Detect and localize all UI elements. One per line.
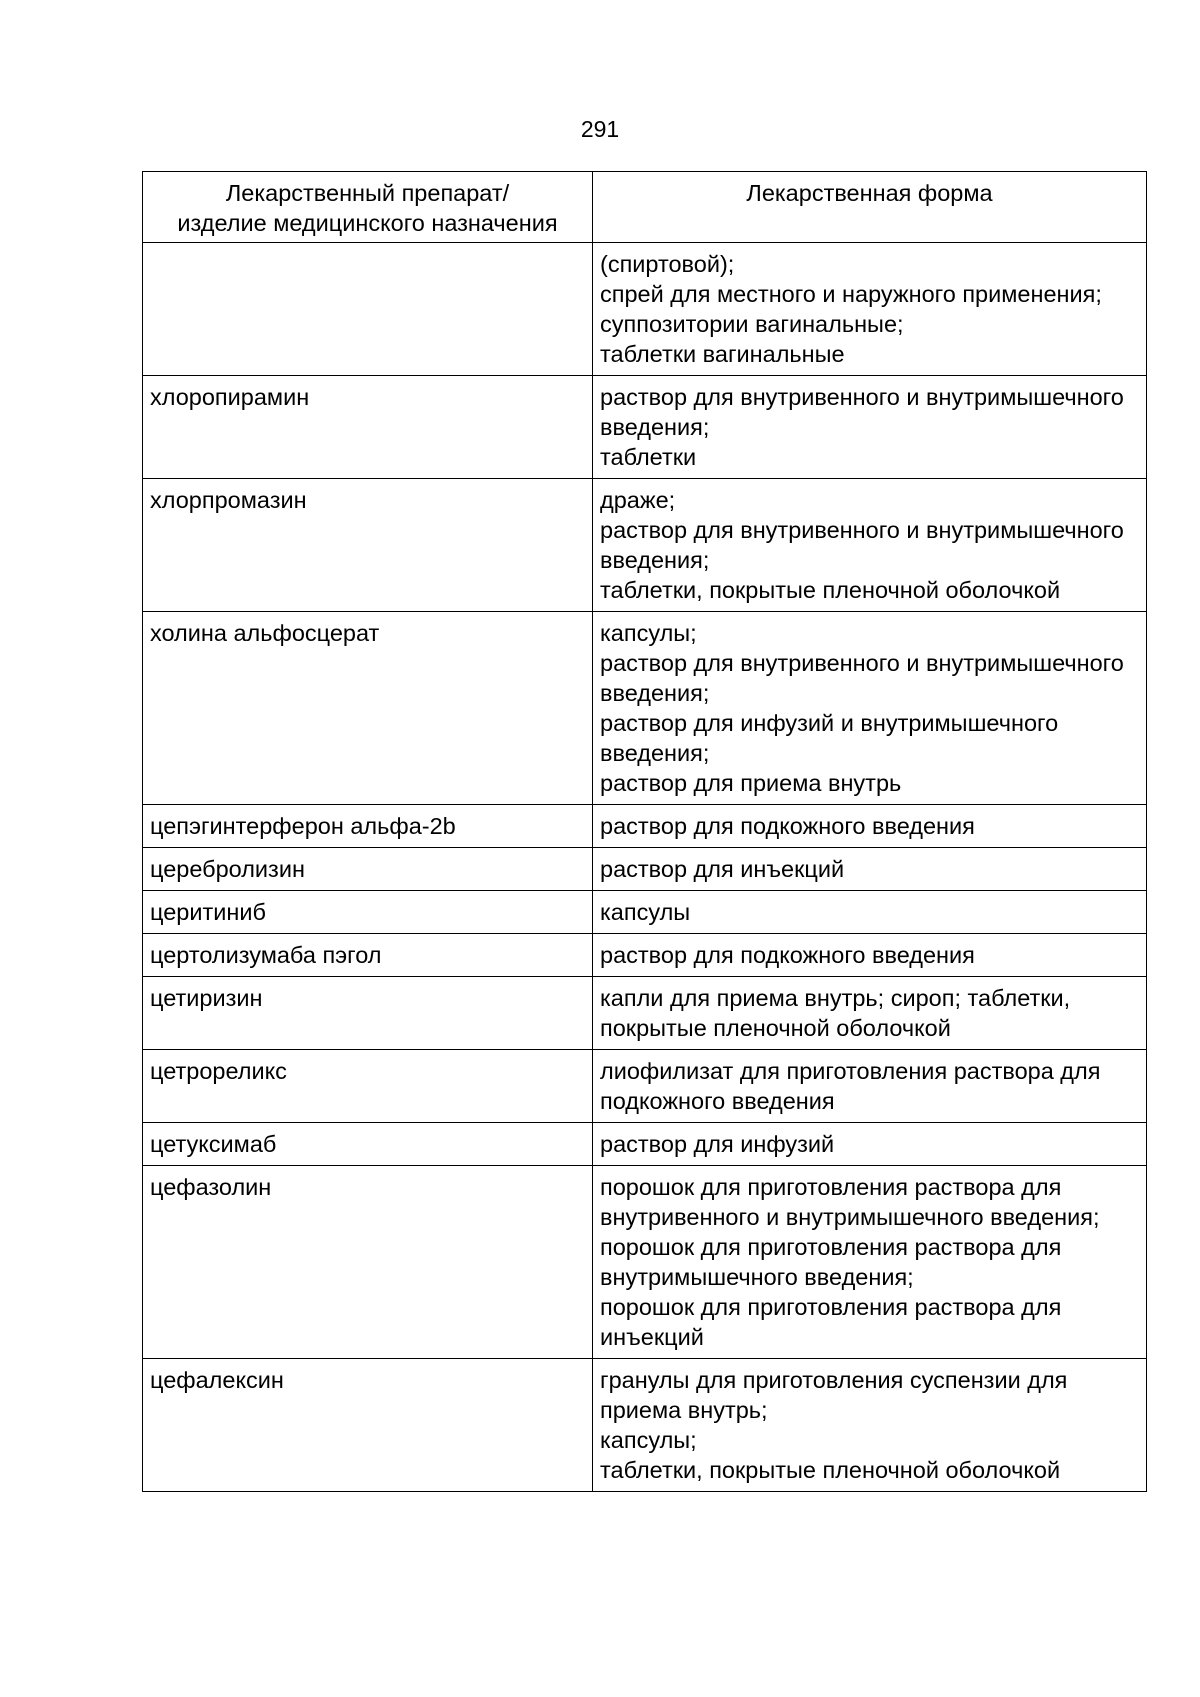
form-cell: раствор для инъекций <box>593 848 1147 891</box>
form-cell: раствор для подкожного введения <box>593 934 1147 977</box>
header-form: Лекарственная форма <box>593 172 1147 243</box>
form-cell: капли для приема внутрь; сироп; таблетки, покрытые пленочной оболочкой <box>593 977 1147 1050</box>
table-row <box>143 376 1147 479</box>
drug-cell: цетиризин <box>143 977 593 1050</box>
table-row <box>143 1123 1147 1166</box>
drug-table <box>142 171 1147 1492</box>
table-row <box>143 848 1147 891</box>
form-cell: раствор для инфузий <box>593 1123 1147 1166</box>
form-cell: капсулы; раствор для внутривенного и внутримышечного введения; раствор для инфузий и внутримышечного введения; раствор для приема внутрь <box>593 612 1147 805</box>
table-row <box>143 977 1147 1050</box>
table-row <box>143 805 1147 848</box>
drug-cell: цетуксимаб <box>143 1123 593 1166</box>
page-number: 291 <box>580 116 620 142</box>
table-header-row <box>143 172 1147 243</box>
drug-cell: цепэгинтерферон альфа-2b <box>143 805 593 848</box>
header-drug: Лекарственный препарат/ изделие медицинского назначения <box>143 172 593 243</box>
drug-cell: церитиниб <box>143 891 593 934</box>
table-row <box>143 1359 1147 1492</box>
table-row <box>143 891 1147 934</box>
form-cell: гранулы для приготовления суспензии для приема внутрь; капсулы; таблетки, покрытые пленочной оболочкой <box>593 1359 1147 1492</box>
form-cell: драже; раствор для внутривенного и внутримышечного введения; таблетки, покрытые пленочной оболочкой <box>593 479 1147 612</box>
drug-cell: церебролизин <box>143 848 593 891</box>
drug-cell: хлоропирамин <box>143 376 593 479</box>
form-cell: порошок для приготовления раствора для внутривенного и внутримышечного введения; порошок для приготовления раствора для внутримышечного введения; порошок для приготовления раствора для инъекций <box>593 1166 1147 1359</box>
form-cell: (спиртовой); спрей для местного и наружного применения; суппозитории вагинальные; таблетки вагинальные <box>593 243 1147 376</box>
drug-cell: цетрореликс <box>143 1050 593 1123</box>
drug-cell <box>143 243 593 376</box>
form-cell: раствор для внутривенного и внутримышечного введения; таблетки <box>593 376 1147 479</box>
table-row <box>143 612 1147 805</box>
table-row <box>143 479 1147 612</box>
drug-cell: хлорпромазин <box>143 479 593 612</box>
table-row <box>143 243 1147 376</box>
drug-cell: цефазолин <box>143 1166 593 1359</box>
table-row <box>143 934 1147 977</box>
table-row <box>143 1166 1147 1359</box>
table-row <box>143 1050 1147 1123</box>
form-cell: капсулы <box>593 891 1147 934</box>
drug-cell: цефалексин <box>143 1359 593 1492</box>
form-cell: раствор для подкожного введения <box>593 805 1147 848</box>
form-cell: лиофилизат для приготовления раствора для подкожного введения <box>593 1050 1147 1123</box>
drug-cell: цертолизумаба пэгол <box>143 934 593 977</box>
drug-cell: холина альфосцерат <box>143 612 593 805</box>
